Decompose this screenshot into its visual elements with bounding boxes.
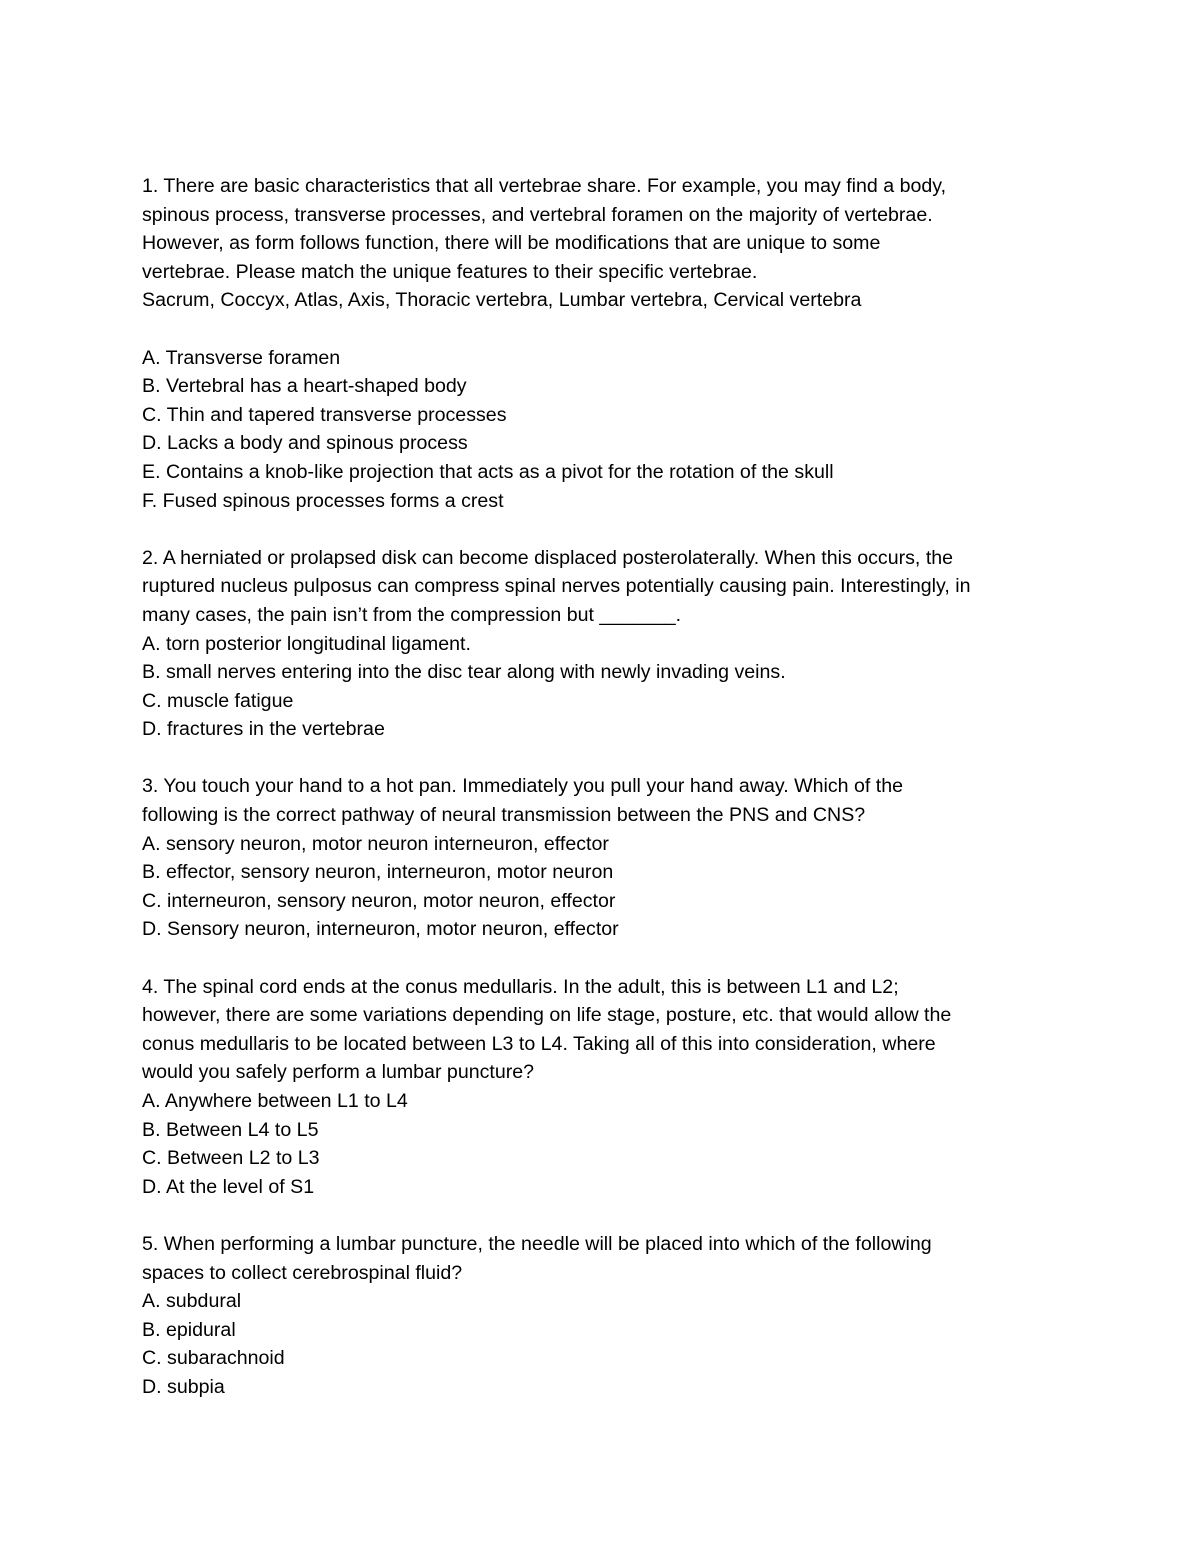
question-5-stem-line: 5. When performing a lumbar puncture, the needle will be placed into which of the following xyxy=(142,1232,932,1255)
question-2 xyxy=(142,544,1082,744)
option-b: B. Vertebral has a heart-shaped body xyxy=(142,375,467,398)
question-1-stem-line: However, as form follows function, there will be modifications that are unique to some xyxy=(142,232,881,255)
option-b: B. epidural xyxy=(142,1318,236,1341)
question-1 xyxy=(142,172,1082,515)
question-2-options xyxy=(142,630,1082,744)
question-3-stem-line: following is the correct pathway of neural transmission between the PNS and CNS? xyxy=(142,804,866,827)
option-e: E. Contains a knob-like projection that acts as a pivot for the rotation of the skull xyxy=(142,460,834,483)
question-4 xyxy=(142,973,1082,1202)
question-1-stem-line: 1. There are basic characteristics that all vertebrae share. For example, you may find a body, xyxy=(142,175,947,197)
question-1-options xyxy=(142,344,1082,516)
question-1-match-terms: Sacrum, Coccyx, Atlas, Axis, Thoracic vertebra, Lumbar vertebra, Cervical vertebra xyxy=(142,289,862,312)
option-c: C. muscle fatigue xyxy=(142,689,294,712)
option-a: A. Anywhere between L1 to L4 xyxy=(142,1090,408,1112)
option-c: C. subarachnoid xyxy=(142,1347,285,1370)
question-4-stem-line: 4. The spinal cord ends at the conus medullaris. In the adult, this is between L1 and L2; xyxy=(142,975,899,998)
option-b: B. small nerves entering into the disc tear along with newly invading veins. xyxy=(142,661,786,684)
question-3-options xyxy=(142,830,1082,944)
option-f: F. Fused spinous processes forms a crest xyxy=(142,489,504,512)
question-4-stem-line: however, there are some variations depending on life stage, posture, etc. that would allow the xyxy=(142,1004,952,1027)
option-c: C. interneuron, sensory neuron, motor neuron, effector xyxy=(142,889,616,912)
question-3-stem-line: 3. You touch your hand to a hot pan. Immediately you pull your hand away. Which of the xyxy=(142,775,904,798)
question-2-stem-line: 2. A herniated or prolapsed disk can become displaced posterolaterally. When this occurs, the xyxy=(142,546,954,569)
question-5 xyxy=(142,1230,1082,1402)
option-c: C. Between L2 to L3 xyxy=(142,1147,320,1170)
question-2-stem-line: ruptured nucleus pulposus can compress spinal nerves potentially causing pain. Interestingly, in xyxy=(142,575,971,598)
document-page xyxy=(142,172,1082,1430)
option-b: B. effector, sensory neuron, interneuron, motor neuron xyxy=(142,861,614,884)
question-5-options xyxy=(142,1287,1082,1401)
option-d: D. Sensory neuron, interneuron, motor neuron, effector xyxy=(142,918,619,941)
question-3 xyxy=(142,772,1082,944)
option-d: D. subpia xyxy=(142,1375,225,1398)
option-a: A. subdural xyxy=(142,1290,242,1313)
option-c: C. Thin and tapered transverse processes xyxy=(142,403,507,426)
option-b: B. Between L4 to L5 xyxy=(142,1118,319,1141)
option-a: A. torn posterior longitudinal ligament. xyxy=(142,632,471,655)
question-1-stem-line: spinous process, transverse processes, and vertebral foramen on the majority of vertebrae. xyxy=(142,203,933,226)
question-2-stem-line: many cases, the pain isn’t from the compression but _______. xyxy=(142,603,682,626)
spacer xyxy=(142,315,1082,344)
option-a: A. sensory neuron, motor neuron interneuron, effector xyxy=(142,832,609,855)
option-a: A. Transverse foramen xyxy=(142,346,341,369)
question-4-stem-line: would you safely perform a lumbar puncture? xyxy=(142,1061,535,1084)
question-4-stem-line: conus medullaris to be located between L3 to L4. Taking all of this into consideration, where xyxy=(142,1032,936,1055)
option-d: D. fractures in the vertebrae xyxy=(142,718,385,741)
option-d: D. At the level of S1 xyxy=(142,1175,315,1198)
question-5-stem-line: spaces to collect cerebrospinal fluid? xyxy=(142,1261,463,1284)
question-1-stem-line: vertebrae. Please match the unique features to their specific vertebrae. xyxy=(142,260,758,283)
question-4-options xyxy=(142,1087,1082,1201)
option-d: D. Lacks a body and spinous process xyxy=(142,432,468,455)
